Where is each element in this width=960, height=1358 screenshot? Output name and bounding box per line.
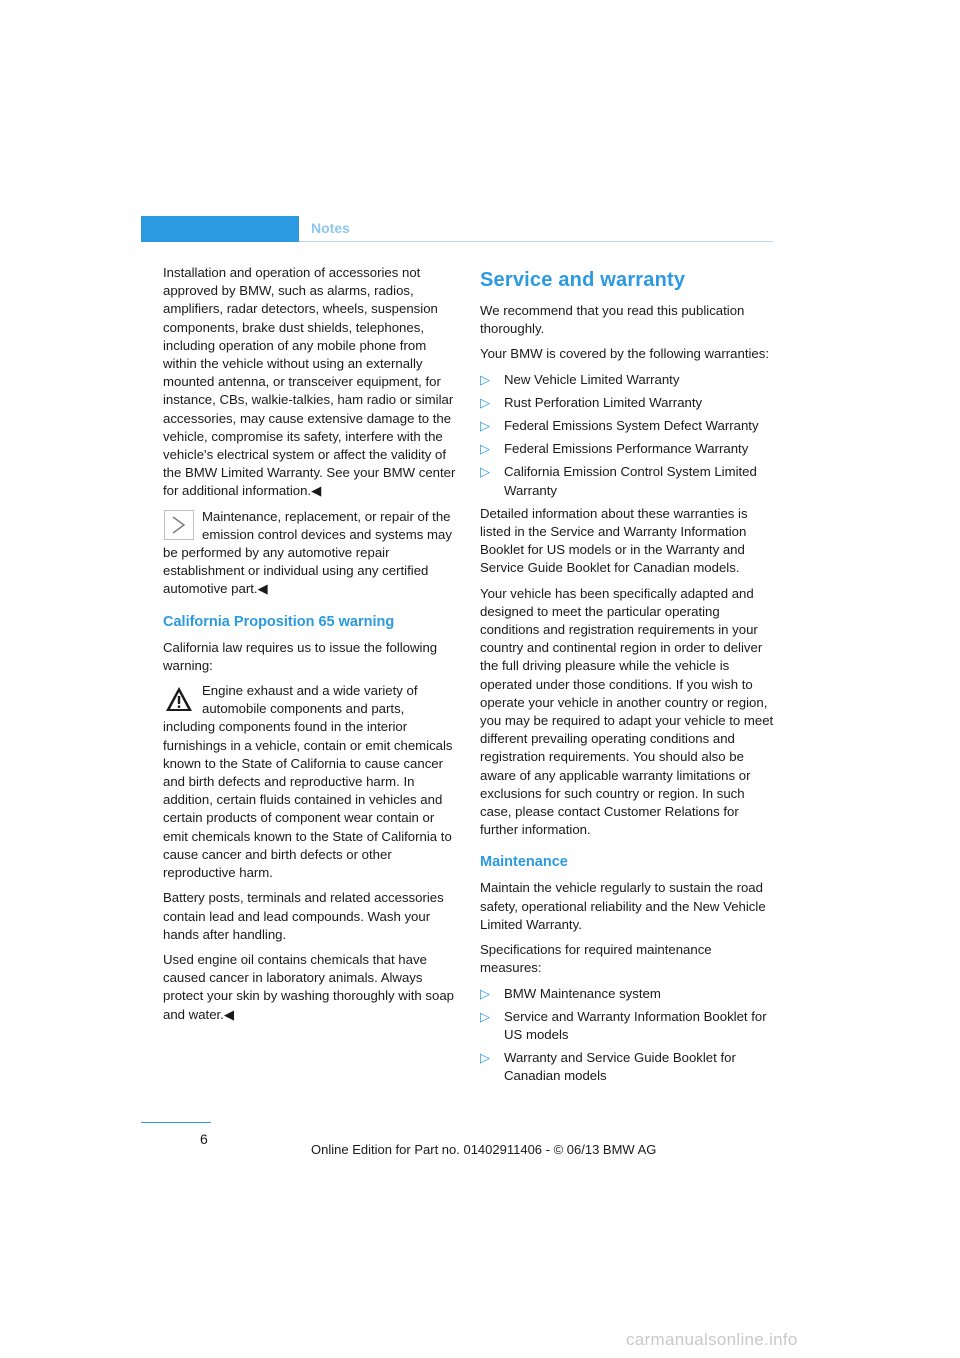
bullet-arrow-icon: ▷ — [480, 985, 490, 1001]
oil-paragraph: Used engine oil contains chemicals that have caused cancer in laboratory animals. Always protect your skin by washing thoroughly with soap and water.◀ — [163, 951, 455, 1022]
warning-text: Engine exhaust and a wide variety of automobile components and parts, including components found in the interior furnishings in a vehicle, contain or emit chemicals known to the State of California to cause cancer and birth defects and reproductive harm. In addition, certain fluids contained in vehicles and certain products of component wear contain or emit chemicals known to the State of California to cause cancer and birth defects or other reproductive harm. — [163, 683, 453, 881]
specs-paragraph: Specifications for required maintenance measures: — [480, 942, 712, 976]
accessories-paragraph: Installation and operation of accessories not approved by BMW, such as alarms, radios, amplifiers, radar detectors, wheels, suspension components, brake dust shields, telephones, including operation of any mobile phone from within the vehicle without using an externally mounted antenna, or transceiver equipment, for instance, CBs, walkie-talkies, ham radio or similar accessories, may cause extensive damage to the vehicle, compromise its safety, interfere with the vehicle's electrical system or affect the validity of the BMW Limited Warranty. See your BMW center for additional information.◀ — [163, 265, 456, 499]
left-column — [163, 264, 459, 1031]
bullet-arrow-icon: ▷ — [480, 464, 490, 480]
bullet-arrow-icon: ▷ — [480, 1008, 490, 1024]
bullet-arrow-icon: ▷ — [480, 394, 490, 410]
note-text: Maintenance, replacement, or repair of the emission control devices and systems may be performed by any automotive repair establishment or individual using any certified automotive part.◀ — [163, 508, 452, 597]
header-title: Notes — [311, 220, 350, 236]
page-number: 6 — [200, 1131, 208, 1147]
header-rule — [299, 241, 773, 242]
warning-triangle-icon — [164, 684, 194, 714]
prop65-heading: California Proposition 65 warning — [163, 613, 395, 630]
list-item: ▷ BMW Maintenance system — [480, 985, 776, 1003]
detailed-paragraph: Detailed information about these warranties is listed in the Service and Warranty Information Booklet for US models or in the Warranty and Service Guide Booklet for Canadian models. — [480, 505, 748, 576]
list-item: ▷ Service and Warranty Information Booklet for US models — [480, 1008, 767, 1042]
battery-paragraph: Battery posts, terminals and related accessories contain lead and lead compounds. Wash your hands after handling. — [163, 890, 444, 942]
list-item: ▷ Federal Emissions Performance Warranty — [480, 440, 776, 458]
warning-block — [163, 682, 459, 882]
edition-footer: Online Edition for Part no. 01402911406 - © 06/13 BMW AG — [311, 1142, 657, 1157]
note-arrow-icon — [164, 510, 194, 540]
bullet-arrow-icon: ▷ — [480, 1050, 490, 1066]
adapted-paragraph: Your vehicle has been specifically adapted and designed to meet the particular operating conditions and registration requirements in your country and continental region in order to deliver the full driving pleasure while the vehicle is operated under those conditions. If you wish to operate your vehicle in another country or region, you may be required to adapt your vehicle to meet different prevailing operating conditions and registration requirements. You should also be aware of any applicable warranty limitations or exclusions for such country or region. In such case, please contact Customer Relations for further information. — [480, 585, 774, 838]
note-block — [163, 508, 459, 599]
right-column — [480, 264, 776, 1091]
prop65-intro: California law requires us to issue the following warning: — [163, 639, 438, 673]
section-title: Service and warranty — [480, 269, 686, 291]
covered-paragraph: Your BMW is covered by the following warranties: — [480, 346, 770, 362]
list-item: ▷ Federal Emissions System Defect Warranty — [480, 417, 776, 435]
maintain-paragraph: Maintain the vehicle regularly to sustain the road safety, operational reliability and the New Vehicle Limited Warranty. — [480, 880, 766, 932]
bullet-arrow-icon: ▷ — [480, 418, 490, 434]
watermark: carmanualsonline.info — [626, 1330, 798, 1349]
bullet-arrow-icon: ▷ — [480, 371, 490, 387]
list-item: ▷ California Emission Control System Limited Warranty — [480, 464, 757, 498]
bullet-arrow-icon: ▷ — [480, 441, 490, 457]
recommend-paragraph: We recommend that you read this publication thoroughly. — [480, 303, 745, 337]
page-number-rule — [141, 1122, 211, 1123]
list-item: ▷ New Vehicle Limited Warranty — [480, 371, 776, 389]
list-item: ▷ Warranty and Service Guide Booklet for Canadian models — [480, 1050, 736, 1084]
list-item: ▷ Rust Perforation Limited Warranty — [480, 394, 776, 412]
maintenance-heading: Maintenance — [480, 854, 568, 871]
header-color-block — [141, 216, 299, 242]
maintenance-list — [480, 985, 776, 1086]
warranty-list — [480, 371, 776, 500]
